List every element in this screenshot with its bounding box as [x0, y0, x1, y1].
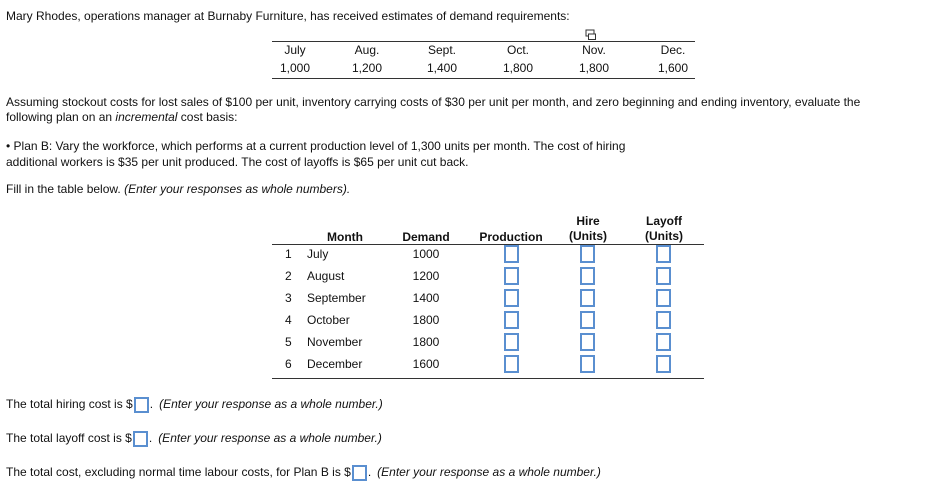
hire-input[interactable]	[580, 289, 595, 307]
row-month: December	[307, 357, 363, 371]
production-input[interactable]	[504, 267, 519, 285]
hire-input[interactable]	[580, 267, 595, 285]
copy-icon[interactable]	[585, 29, 597, 41]
instruction-text: Fill in the table below.	[6, 182, 125, 196]
demand-value-3: 1,800	[502, 61, 534, 75]
layoff-input[interactable]	[656, 355, 671, 373]
header-hire-line-1: Hire	[576, 214, 600, 228]
assumption-line-2	[6, 110, 237, 124]
demand-value-2: 1,400	[426, 61, 458, 75]
header-hire	[563, 214, 613, 244]
header-demand: Demand	[402, 230, 450, 244]
hiring-cost-label: The total hiring cost is $	[6, 397, 133, 411]
production-input[interactable]	[504, 355, 519, 373]
layoff-cost-input[interactable]	[133, 431, 148, 447]
demand-value-5: 1,600	[657, 61, 689, 75]
row-number: 3	[285, 291, 292, 305]
instruction	[6, 182, 350, 196]
total-cost-label: The total cost, excluding normal time labour costs, for Plan B is $	[6, 465, 351, 479]
total-cost-input[interactable]	[352, 465, 367, 481]
hiring-cost-input[interactable]	[134, 397, 149, 413]
table-header-line	[272, 244, 704, 245]
demand-value-0: 1,000	[279, 61, 311, 75]
assumption-line-2-suffix: cost basis:	[177, 110, 238, 124]
row-demand: 1600	[412, 357, 440, 371]
header-production: Production	[479, 230, 543, 244]
production-input[interactable]	[504, 245, 519, 263]
hire-input[interactable]	[580, 245, 595, 263]
layoff-input[interactable]	[656, 289, 671, 307]
row-number: 4	[285, 313, 292, 327]
layoff-cost-hint: (Enter your response as a whole number.)	[158, 431, 382, 445]
intro-text: Mary Rhodes, operations manager at Burnaby Furniture, has received estimates of demand requirements:	[6, 9, 570, 23]
demand-month-0: July	[284, 43, 306, 57]
row-demand: 1400	[412, 291, 440, 305]
layoff-input[interactable]	[656, 333, 671, 351]
demand-value-1: 1,200	[351, 61, 383, 75]
header-layoff-line-2: (Units)	[645, 229, 683, 243]
assumption-emphasis: incremental	[115, 110, 178, 124]
row-month: August	[307, 269, 345, 283]
hiring-cost-question: The total hiring cost is $ . (Enter your response as a whole number.)	[6, 397, 383, 411]
demand-month-3: Oct.	[506, 43, 529, 57]
row-demand: 1800	[412, 313, 440, 327]
row-demand: 1200	[412, 269, 440, 283]
production-input[interactable]	[504, 289, 519, 307]
demand-table-top-line	[272, 41, 695, 42]
row-month: October	[307, 313, 350, 327]
hire-input[interactable]	[580, 333, 595, 351]
production-input[interactable]	[504, 311, 519, 329]
assumption-line-1: Assuming stockout costs for lost sales of $100 per unit, inventory carrying costs of $30 per unit per month, and zero beginning and ending inventory, evaluate the	[6, 95, 861, 109]
header-layoff	[639, 214, 689, 244]
row-month: November	[307, 335, 363, 349]
header-hire-line-2: (Units)	[569, 229, 607, 243]
row-number: 1	[285, 247, 292, 261]
layoff-input[interactable]	[656, 245, 671, 263]
row-month: July	[307, 247, 329, 261]
layoff-cost-question: The total layoff cost is $ . (Enter your response as a whole number.)	[6, 431, 382, 445]
row-demand: 1000	[412, 247, 440, 261]
instruction-emphasis: (Enter your responses as whole numbers).	[124, 182, 351, 196]
production-input[interactable]	[504, 333, 519, 351]
row-number: 5	[285, 335, 292, 349]
row-month: September	[307, 291, 366, 305]
assumption-line-2-prefix: following plan on an	[6, 110, 116, 124]
demand-month-2: Sept.	[427, 43, 457, 57]
demand-table-bottom-line	[272, 78, 695, 79]
plan-b-line-1: • Plan B: Vary the workforce, which performs at a current production level of 1,300 units per month. The cost of hiring	[6, 139, 626, 153]
hire-input[interactable]	[580, 311, 595, 329]
total-cost-question: The total cost, excluding normal time labour costs, for Plan B is $ . (Enter your response as a whole number.)	[6, 465, 601, 479]
plan-b-line-2: additional workers is $35 per unit produced. The cost of layoffs is $65 per unit cut back.	[6, 155, 469, 169]
layoff-input[interactable]	[656, 267, 671, 285]
row-number: 6	[285, 357, 292, 371]
demand-month-5: Dec.	[660, 43, 686, 57]
layoff-input[interactable]	[656, 311, 671, 329]
demand-month-1: Aug.	[354, 43, 380, 57]
table-bottom-line	[272, 378, 704, 379]
row-demand: 1800	[412, 335, 440, 349]
header-layoff-line-1: Layoff	[646, 214, 682, 228]
total-cost-hint: (Enter your response as a whole number.)	[377, 465, 601, 479]
hire-input[interactable]	[580, 355, 595, 373]
hiring-cost-hint: (Enter your response as a whole number.)	[159, 397, 383, 411]
demand-month-4: Nov.	[582, 43, 606, 57]
header-month: Month	[327, 230, 363, 244]
demand-value-4: 1,800	[578, 61, 610, 75]
layoff-cost-label: The total layoff cost is $	[6, 431, 132, 445]
row-number: 2	[285, 269, 292, 283]
